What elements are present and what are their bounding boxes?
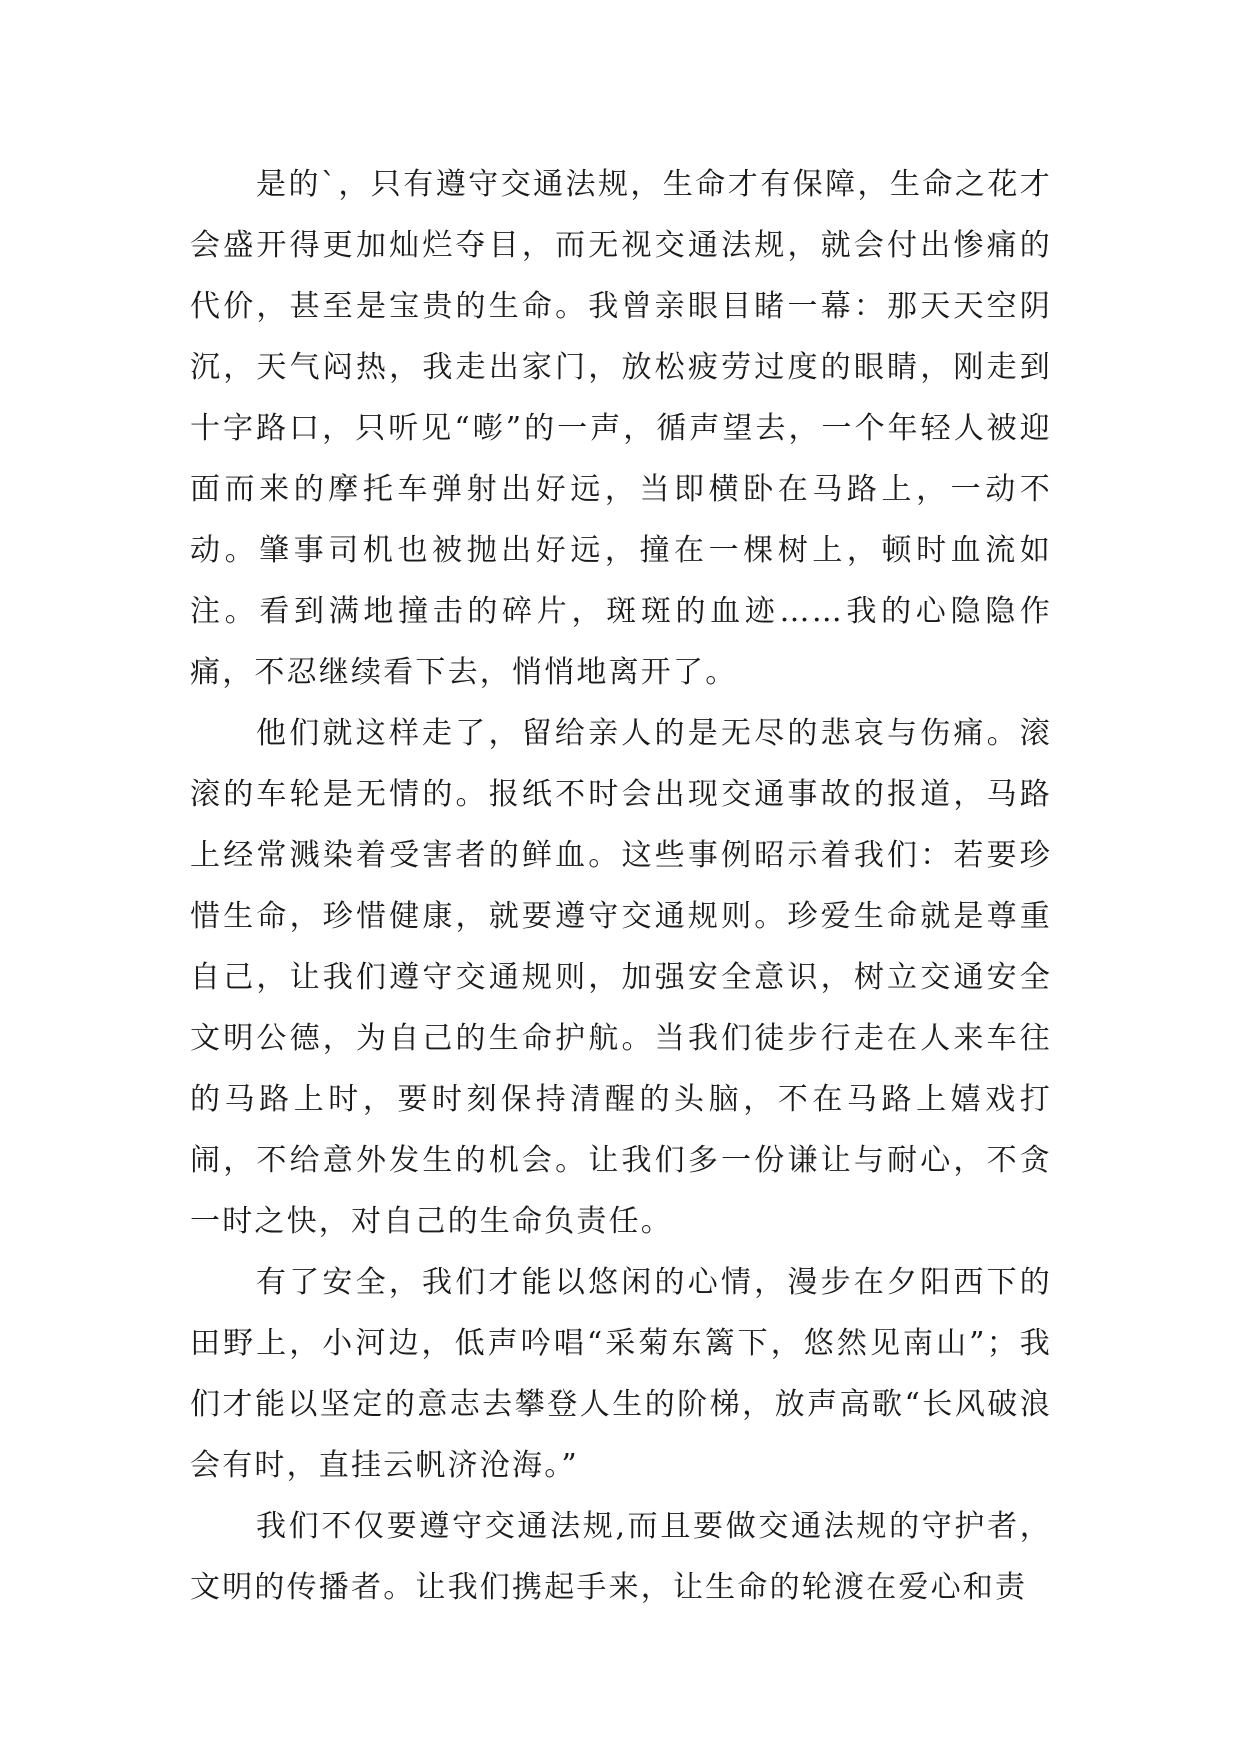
body-text bbox=[190, 154, 1052, 1618]
paragraph-3: 有了安全，我们才能以悠闲的心情，漫步在夕阳西下的田野上，小河边，低声吟唱“采菊东篱下，悠然见南山”；我们才能以坚定的意志去攀登人生的阶梯，放声高歌“长风破浪会有时，直挂云帆济沧海。” bbox=[190, 1265, 1052, 1483]
paragraph-1: 是的`，只有遵守交通法规，生命才有保障，生命之花才会盛开得更加灿烂夺目，而无视交通法规，就会付出惨痛的代价，甚至是宝贵的生命。我曾亲眼目睹一幕：那天天空阴沉，天气闷热，我走出家门，放松疲劳过度的眼睛，刚走到十字路口，只听见“嘭”的一声，循声望去，一个年轻人被迎面而来的摩托车弹射出好远，当即横卧在马路上，一动不动。肇事司机也被抛出好远，撞在一棵树上，顿时血流如注。看到满地撞击的碎片，斑斑的血迹……我的心隐隐作痛，不忍继续看下去，悄悄地离开了。 bbox=[190, 167, 1052, 690]
paragraph-4: 我们不仅要遵守交通法规,而且要做交通法规的守护者，文明的传播者。让我们携起手来，让生命的轮渡在爱心和责 bbox=[190, 1509, 1052, 1605]
paragraph-2: 他们就这样走了，留给亲人的是无尽的悲哀与伤痛。滚滚的车轮是无情的。报纸不时会出现交通事故的报道，马路上经常溅染着受害者的鲜血。这些事例昭示着我们：若要珍惜生命，珍惜健康，就要遵守交通规则。珍爱生命就是尊重自己，让我们遵守交通规则，加强安全意识，树立交通安全文明公德，为自己的生命护航。当我们徒步行走在人来车往的马路上时，要时刻保持清醒的头脑，不在马路上嬉戏打闹，不给意外发生的机会。让我们多一份谦让与耐心，不贪一时之快，对自己的生命负责任。 bbox=[190, 716, 1052, 1239]
